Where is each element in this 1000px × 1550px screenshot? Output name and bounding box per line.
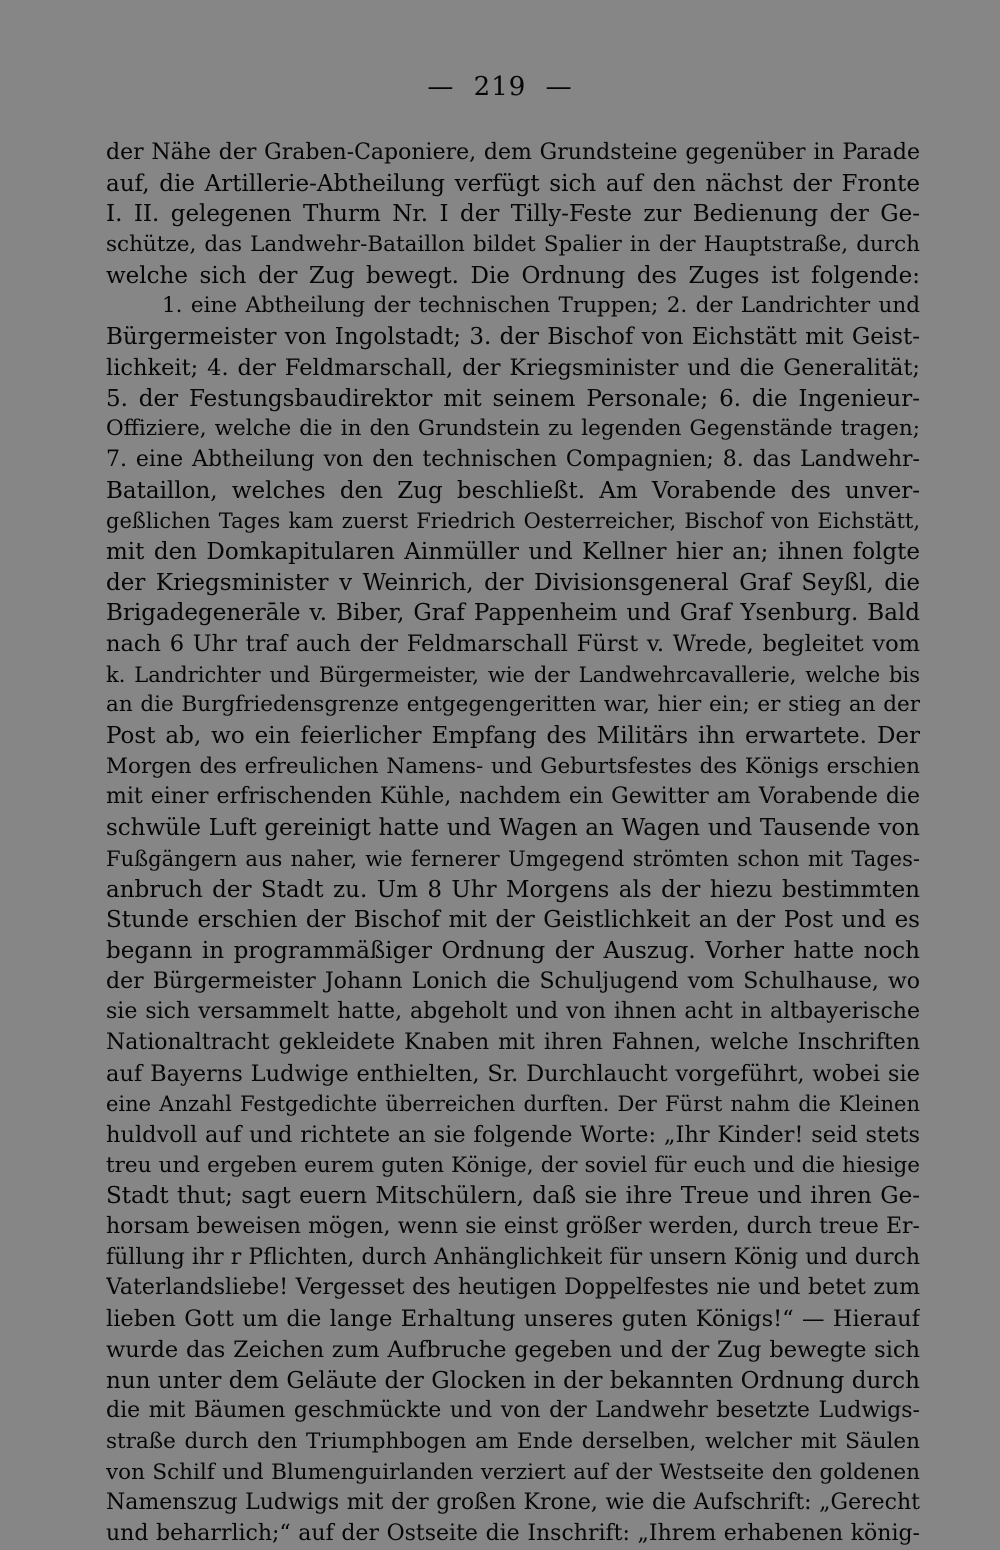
- text-line: eine Anzahl Festgedichte überreichen durften. Der Fürst nahm die Kleinen: [106, 1092, 920, 1117]
- text-line: Brigadegenerāle v. Biber, Graf Pappenheim und Graf Ysenburg. Bald: [106, 600, 920, 627]
- text-line: Bataillon, welches den Zug beschließt. Am Vorabende des unver-: [106, 477, 920, 504]
- text-line: anbruch der Stadt zu. Um 8 Uhr Morgens als der hiezu bestimmten: [106, 876, 920, 903]
- text-line: Bürgermeister von Ingolstadt; 3. der Bischof von Eichstätt mit Geist-: [106, 324, 920, 351]
- text-line: horsam beweisen mögen, wenn sie einst größer werden, durch treue Er-: [106, 1214, 920, 1240]
- text-line: auf Bayerns Ludwige enthielten, Sr. Durchlaucht vorgeführt, wobei sie: [106, 1060, 920, 1087]
- text-line: schütze, das Landwehr-Bataillon bildet Spalier in der Hauptstraße, durch: [106, 232, 920, 258]
- text-line: welche sich der Zug bewegt. Die Ordnung des Zuges ist folgende:: [106, 262, 920, 289]
- text-line: lichkeit; 4. der Feldmarschall, der Kriegsminister und die Generalität;: [106, 354, 920, 381]
- text-line: Namenszug Ludwigs mit der großen Krone, wie die Aufschrift: „Gerecht: [106, 1490, 920, 1516]
- text-line: nun unter dem Geläute der Glocken in der bekannten Ordnung durch: [106, 1367, 920, 1394]
- text-line: und beharrlich;“ auf der Ostseite die Inschrift: „Ihrem erhabenen könig-: [106, 1520, 920, 1546]
- text-line: füllung ihr r Pflichten, durch Anhänglichkeit für unsern König und durch: [106, 1244, 920, 1270]
- text-line: von Schilf und Blumenguirlanden verziert auf der Westseite den goldenen: [106, 1459, 920, 1485]
- text-line: schwüle Luft gereinigt hatte und Wagen an Wagen und Tausende von: [106, 815, 920, 842]
- text-line: geßlichen Tages kam zuerst Friedrich Oesterreicher, Bischof von Eichstätt,: [106, 509, 920, 534]
- body-text: [106, 138, 920, 1550]
- text-line: 7. eine Abtheilung von den technischen Compagnien; 8. das Landwehr-: [106, 446, 920, 472]
- text-line: mit den Domkapitularen Ainmüller und Kellner hier an; ihnen folgte: [106, 538, 920, 565]
- text-line: Fußgängern aus naher, wie fernerer Umgegend strömten schon mit Tages-: [106, 846, 920, 871]
- text-line: I. II. gelegenen Thurm Nr. I der Tilly-Feste zur Bedienung der Ge-: [106, 201, 920, 228]
- text-line: Post ab, wo ein feierlicher Empfang des Militärs ihn erwartete. Der: [106, 723, 920, 750]
- text-line: an die Burgfriedensgrenze entgegengeritten war, hier ein; er stieg an der: [106, 692, 920, 718]
- text-line: straße durch den Triumphbogen am Ende derselben, welcher mit Säulen: [106, 1428, 920, 1454]
- text-line: der Bürgermeister Johann Lonich die Schuljugend vom Schulhause, wo: [106, 968, 920, 994]
- text-line: mit einer erfrischenden Kühle, nachdem ein Gewitter am Vorabende die: [106, 784, 920, 810]
- text-line: lieben Gott um die lange Erhaltung unseres guten Königs!“ — Hierauf: [106, 1306, 920, 1333]
- text-line: die mit Bäumen geschmückte und von der Landwehr besetzte Ludwigs-: [106, 1398, 920, 1424]
- page-number: — 219 —: [427, 72, 573, 102]
- text-line: der Nähe der Graben-Caponiere, dem Grundsteine gegenüber in Parade: [106, 140, 920, 165]
- text-line: auf, die Artillerie-Abtheilung verfügt sich auf den nächst der Fronte: [106, 170, 920, 197]
- text-line: 1. eine Abtheilung der technischen Truppen; 2. der Landrichter und: [162, 293, 920, 319]
- text-line: treu und ergeben eurem guten Könige, der soviel für euch und die hiesige: [106, 1152, 920, 1178]
- text-line: Nationaltracht gekleidete Knaben mit ihren Fahnen, welche Inschriften: [106, 1029, 920, 1055]
- text-line: huldvoll auf und richtete an sie folgende Worte: „Ihr Kinder! seid stets: [106, 1122, 920, 1148]
- text-line: wurde das Zeichen zum Aufbruche gegeben und der Zug bewegte sich: [106, 1336, 920, 1363]
- text-line: Offiziere, welche die in den Grundstein zu legenden Gegenstände tragen;: [106, 416, 920, 442]
- text-line: sie sich versammelt hatte, abgeholt und von ihnen acht in altbayerische: [106, 999, 920, 1025]
- text-line: 5. der Festungsbaudirektor mit seinem Personale; 6. die Ingenieur-: [106, 385, 920, 412]
- text-line: nach 6 Uhr traf auch der Feldmarschall Fürst v. Wrede, begleitet vom: [106, 631, 920, 657]
- text-line: der Kriegsminister v Weinrich, der Divisionsgeneral Graf Seyßl, die: [106, 569, 920, 596]
- text-line: Stadt thut; sagt euern Mitschülern, daß sie ihre Treue und ihren Ge-: [106, 1183, 920, 1210]
- text-line: begann in programmäßiger Ordnung der Auszug. Vorher hatte noch: [106, 937, 920, 964]
- text-line: Vaterlandsliebe! Vergesset des heutigen Doppelfestes nie und betet zum: [106, 1275, 920, 1301]
- text-line: Morgen des erfreulichen Namens- und Geburtsfestes des Königs erschien: [106, 753, 920, 779]
- text-line: Stunde erschien der Bischof mit der Geistlichkeit an der Post und es: [106, 907, 920, 934]
- text-line: k. Landrichter und Bürgermeister, wie der Landwehrcavallerie, welche bis: [106, 662, 920, 687]
